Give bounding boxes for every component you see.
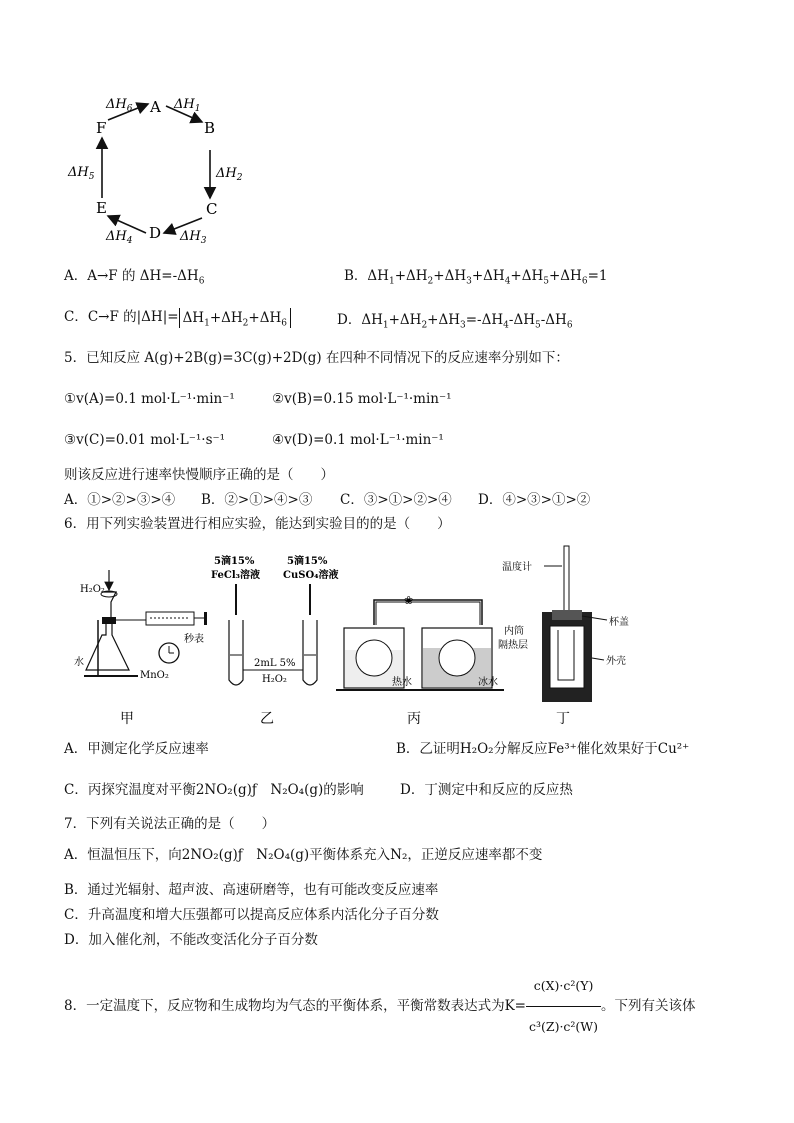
water-label: 水 xyxy=(74,657,84,668)
edge-dh1: $\Delta H_1$ xyxy=(174,97,201,114)
q5-option-d[interactable]: D．④>③>①>② xyxy=(478,492,591,508)
caption-bing: 丙 xyxy=(407,711,421,727)
h2o2-b-label: H₂O₂ xyxy=(262,674,287,685)
q5-rate-2: ②v(B)=0.15 mol·L⁻¹·min⁻¹ xyxy=(272,391,452,407)
svg-text:❀: ❀ xyxy=(404,594,414,607)
q5-rate-1: ①v(A)=0.1 mol·L⁻¹·min⁻¹ xyxy=(64,391,235,407)
q7-option-d[interactable]: D．加入催化剂，不能改变活化分子百分数 xyxy=(64,932,318,948)
node-a: A xyxy=(150,98,161,116)
cuso4-top-label: 5滴15% xyxy=(287,556,328,567)
q4-option-b[interactable]: B．$\Delta H_1+\Delta H_2+\Delta H_3+\Delta H_4+\Delta H_5+\Delta H_6=1$ xyxy=(344,268,608,287)
stopwatch-label: 秒表 xyxy=(184,634,204,645)
h2o2-volume-label: 2mL 5% xyxy=(254,658,296,669)
mno2-label: MnO₂ xyxy=(140,670,169,681)
apparatus-figure xyxy=(74,540,634,730)
q5-option-c[interactable]: C．③>①>②>④ xyxy=(340,492,452,508)
equilibrium-constant-fraction xyxy=(526,966,601,1047)
node-b: B xyxy=(204,119,216,137)
q7-option-c[interactable]: C．升高温度和增大压强都可以提高反应体系内活化分子百分数 xyxy=(64,907,439,923)
node-e: E xyxy=(96,199,107,217)
h2o2-label: H₂O₂ xyxy=(80,584,105,595)
enthalpy-cycle-diagram xyxy=(60,90,260,250)
q6-option-c[interactable]: C．丙探究温度对平衡2NO₂(g)ƒ N₂O₄(g)的影响 xyxy=(64,782,364,798)
insulation-label: 隔热层 xyxy=(498,640,528,651)
hot-water-label: 热水 xyxy=(392,677,412,688)
q7-option-a[interactable]: A．恒温恒压下，向2NO₂(g)ƒ N₂O₄(g)平衡体系充入N₂，正逆反应速率都不变 xyxy=(64,847,543,863)
node-f: F xyxy=(96,119,107,137)
caption-yi: 乙 xyxy=(260,711,274,727)
q5-option-a[interactable]: A．①>②>③>④ xyxy=(64,492,176,508)
q5-option-b[interactable]: B．②>①>④>③ xyxy=(201,492,313,508)
k-denominator: c³(Z)·c²(W) xyxy=(529,1019,599,1034)
q8-stem-a: 8．一定温度下，反应物和生成物均为气态的平衡体系，平衡常数表达式为K= xyxy=(64,998,526,1014)
caption-jia: 甲 xyxy=(120,711,134,727)
q5-rate-4: ④v(D)=0.1 mol·L⁻¹·min⁻¹ xyxy=(272,432,444,448)
thermometer-label: 温度计 xyxy=(502,562,532,573)
edge-dh5: $\Delta H_5$ xyxy=(68,165,95,182)
fecl3-label: FeCl₃溶液 xyxy=(211,570,261,581)
q5-ask: 则该反应进行速率快慢顺序正确的是（ ） xyxy=(64,467,334,483)
edge-dh6: $\Delta H_6$ xyxy=(106,97,133,114)
cuso4-label: CuSO₄溶液 xyxy=(283,570,339,581)
q6-option-d[interactable]: D．丁测定中和反应的反应热 xyxy=(400,782,573,798)
q7-stem: 7．下列有关说法正确的是（ ） xyxy=(64,816,276,832)
edge-dh2: $\Delta H_2$ xyxy=(216,166,243,183)
ice-water-label: 冰水 xyxy=(478,677,498,688)
node-d: D xyxy=(149,224,162,242)
caption-ding: 丁 xyxy=(556,711,570,727)
q8-stem-b: 。下列有关该体 xyxy=(601,998,696,1014)
q5-stem: 5．已知反应 A(g)+2B(g)=3C(g)+2D(g) 在四种不同情况下的反应速率分别如下： xyxy=(64,350,569,366)
q6-stem: 6．用下列实验装置进行相应实验，能达到实验目的的是（ ） xyxy=(64,516,451,532)
q6-option-b[interactable]: B．乙证明H₂O₂分解反应Fe³⁺催化效果好于Cu²⁺ xyxy=(396,741,690,757)
edge-dh4: $\Delta H_4$ xyxy=(106,229,133,246)
q8-stem xyxy=(64,966,696,1047)
fecl3-top-label: 5滴15% xyxy=(214,556,255,567)
q5-rate-3: ③v(C)=0.01 mol·L⁻¹·s⁻¹ xyxy=(64,432,226,448)
q4-option-a[interactable]: A．A→F 的 $\Delta H=-\Delta H_6$ xyxy=(64,268,205,287)
q6-option-a[interactable]: A．甲测定化学反应速率 xyxy=(64,741,209,757)
k-numerator: c(X)·c²(Y) xyxy=(526,966,601,1007)
q4-option-c[interactable]: C．C→F 的$|\Delta H|= \Delta H_1+\Delta H_2+\Delta H_6$ xyxy=(64,305,291,328)
node-c: C xyxy=(206,200,218,218)
outer-shell-label: 外壳 xyxy=(606,656,626,667)
inner-cup-label: 内筒 xyxy=(504,626,524,637)
q7-option-b[interactable]: B．通过光辐射、超声波、高速研磨等，也有可能改变反应速率 xyxy=(64,882,439,898)
q4-option-d[interactable]: D．$\Delta H_1+\Delta H_2+\Delta H_3=-\Delta H_4-\Delta H_5-\Delta H_6$ xyxy=(337,312,573,331)
edge-dh3: $\Delta H_3$ xyxy=(180,229,207,246)
lid-label: 杯盖 xyxy=(609,617,629,628)
